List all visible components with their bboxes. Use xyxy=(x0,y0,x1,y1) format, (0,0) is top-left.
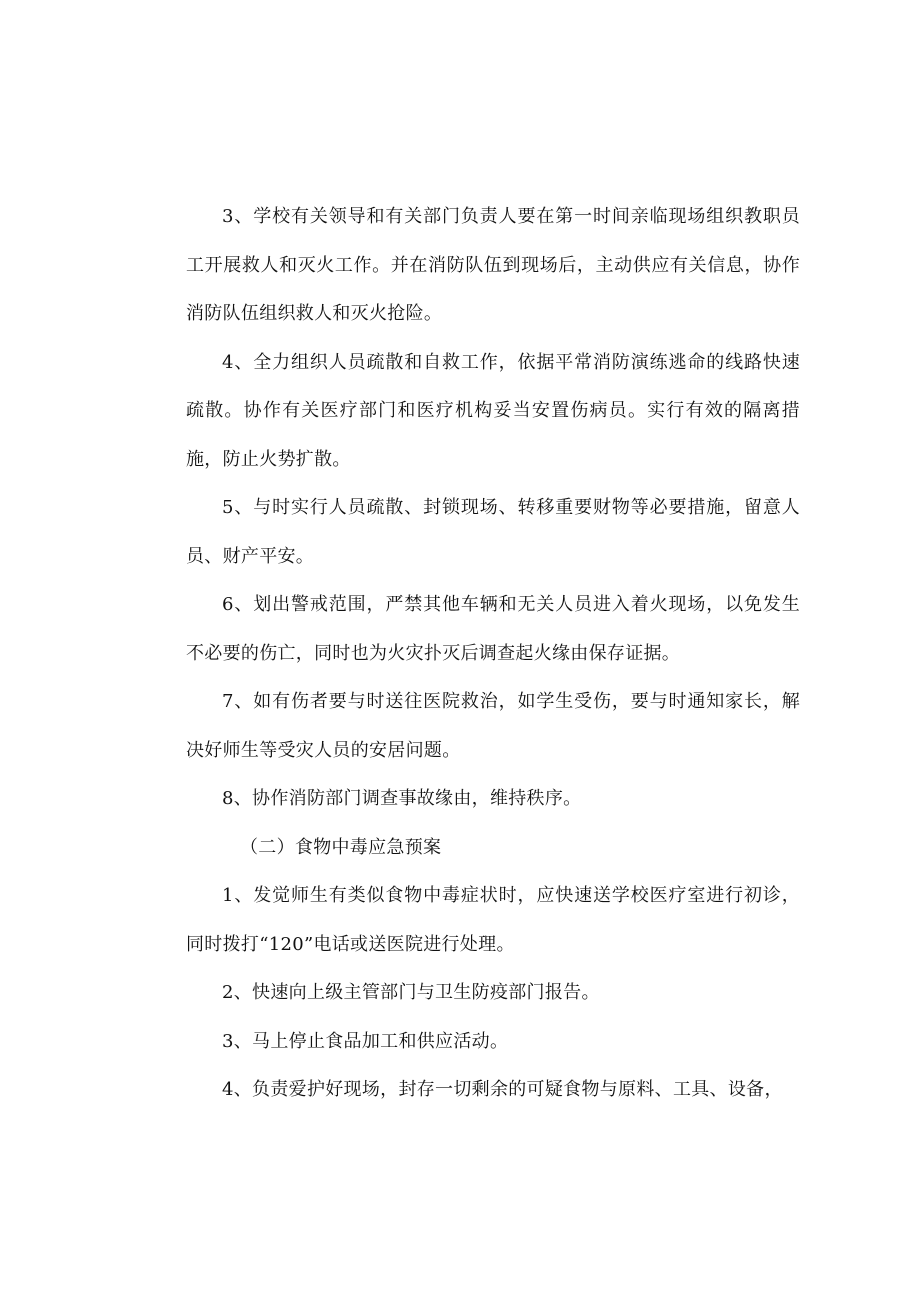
paragraph-item-3: 3、学校有关领导和有关部门负责人要在第一时间亲临现场组织教职员工开展救人和灭火工作。并在消防队伍到现场后，主动供应有关信息，协作消防队伍组织救人和灭火抢险。 xyxy=(186,206,800,324)
paragraph-food-2: 2、快速向上级主管部门与卫生防疫部门报告。 xyxy=(222,982,600,1003)
paragraph-food-4: 4、负责爱护好现场，封存一切剩余的可疑食物与原料、工具、设备， xyxy=(222,1079,783,1100)
paragraph-food-3: 3、马上停止食品加工和供应活动。 xyxy=(222,1030,509,1052)
document-body xyxy=(186,193,800,1115)
paragraph-item-4: 4、全力组织人员疏散和自救工作，依据平常消防演练逃命的线路快速疏散。协作有关医疗部门和医疗机构妥当安置伤病员。实行有效的隔离措施，防止火势扩散。 xyxy=(186,351,800,470)
paragraph-item-6: 6、划出警戒范围，严禁其他车辆和无关人员进入着火现场，以免发生不必要的伤亡，同时也为火灾扑灭后调查起火缘由保存证据。 xyxy=(186,594,800,664)
paragraph-item-7: 7、如有伤者要与时送往医院救治，如学生受伤，要与时通知家长，解决好师生等受灾人员的安居问题。 xyxy=(186,691,800,761)
section-heading: （二）食物中毒应急预案 xyxy=(240,836,442,858)
paragraph-food-1: 1、发觉师生有类似食物中毒症状时，应快速送学校医疗室进行初诊，同时拨打“120”电话或送医院进行处理。 xyxy=(186,885,800,955)
paragraph-item-5: 5、与时实行人员疏散、封锁现场、转移重要财物等必要措施，留意人员、财产平安。 xyxy=(186,497,800,567)
paragraph-item-8: 8、协作消防部门调查事故缘由，维持秩序。 xyxy=(222,788,582,809)
